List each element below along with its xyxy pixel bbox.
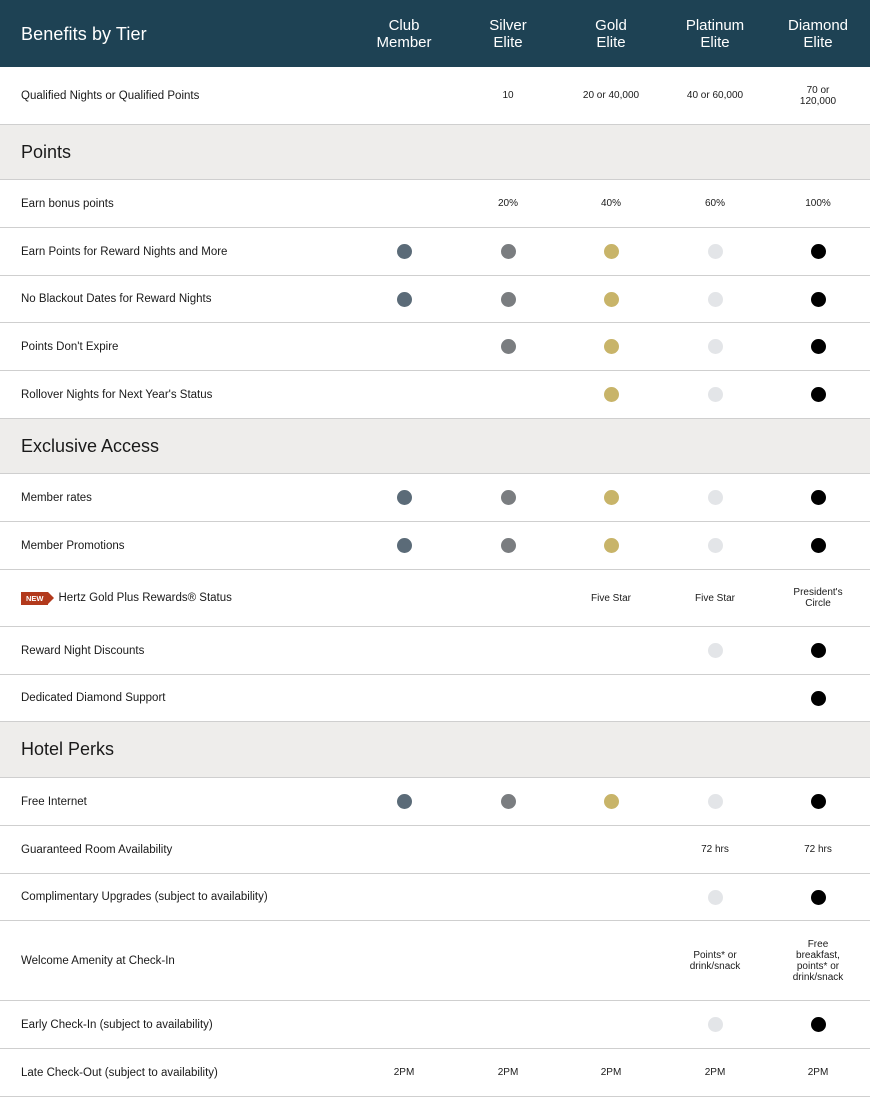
benefit-included-dot-icon	[708, 890, 723, 905]
cell-diamond-elite	[766, 874, 870, 920]
new-badge: NEW	[21, 592, 48, 605]
cell-diamond-elite	[766, 371, 870, 418]
column-header-gold-elite: Gold Elite	[595, 17, 627, 51]
cell-gold-elite	[559, 371, 663, 418]
benefit-included-dot-icon	[708, 387, 723, 402]
benefit-included-dot-icon	[708, 794, 723, 809]
cell-gold-elite	[559, 921, 663, 1000]
benefit-row	[0, 522, 870, 570]
cell-value: 40 or 60,000	[686, 90, 744, 101]
benefit-included-dot-icon	[604, 794, 619, 809]
benefit-label	[21, 228, 227, 275]
cell-silver-elite	[456, 826, 560, 873]
cell-diamond-elite	[766, 570, 870, 626]
cell-value: Free breakfast, points* or drink/snack	[792, 938, 844, 983]
benefit-row	[0, 826, 870, 874]
cell-diamond-elite	[766, 276, 870, 322]
benefit-included-dot-icon	[397, 244, 412, 259]
cell-platinum-elite	[663, 826, 767, 873]
cell-club-member	[352, 570, 456, 626]
cell-gold-elite	[559, 778, 663, 825]
benefit-included-dot-icon	[811, 387, 826, 402]
cell-gold-elite	[559, 1049, 663, 1096]
benefit-row	[0, 874, 870, 921]
benefit-included-dot-icon	[708, 244, 723, 259]
cell-platinum-elite	[663, 675, 767, 721]
benefit-label	[21, 323, 118, 370]
cell-silver-elite	[456, 474, 560, 521]
cell-silver-elite	[456, 228, 560, 275]
label-text: No Blackout Dates for Reward Nights	[21, 293, 212, 305]
cell-value: 20 or 40,000	[582, 90, 640, 101]
benefit-included-dot-icon	[397, 490, 412, 505]
benefit-row	[0, 627, 870, 675]
cell-club-member	[352, 778, 456, 825]
label-text: Qualified Nights or Qualified Points	[21, 89, 200, 102]
label-text: Reward Night Discounts	[21, 644, 145, 657]
cell-platinum-elite	[663, 874, 767, 920]
benefit-included-dot-icon	[811, 691, 826, 706]
cell-gold-elite	[559, 323, 663, 370]
benefit-included-dot-icon	[708, 339, 723, 354]
benefit-included-dot-icon	[811, 890, 826, 905]
benefit-included-dot-icon	[604, 538, 619, 553]
cell-club-member	[352, 522, 456, 569]
column-header-silver-elite: Silver Elite	[489, 17, 527, 51]
label-text: Hertz Gold Plus Rewards® Status	[58, 592, 232, 604]
benefit-included-dot-icon	[604, 339, 619, 354]
benefit-included-dot-icon	[397, 538, 412, 553]
benefit-included-dot-icon	[397, 292, 412, 307]
cell-diamond-elite	[766, 474, 870, 521]
cell-platinum-elite	[663, 778, 767, 825]
column-header-club-member: Club Member	[376, 17, 432, 51]
cell-diamond-elite	[766, 67, 870, 124]
benefit-row	[0, 276, 870, 323]
benefit-included-dot-icon	[811, 339, 826, 354]
section-header-row	[0, 419, 870, 474]
cell-diamond-elite	[766, 1001, 870, 1048]
section-title	[21, 419, 159, 473]
cell-silver-elite	[456, 874, 560, 920]
cell-club-member	[352, 826, 456, 873]
cell-diamond-elite	[766, 778, 870, 825]
cell-platinum-elite	[663, 371, 767, 418]
tier-header	[0, 0, 870, 67]
cell-club-member	[352, 228, 456, 275]
cell-silver-elite	[456, 570, 560, 626]
label-text: Points Don't Expire	[21, 340, 119, 353]
cell-value: 40%	[600, 198, 621, 209]
benefit-included-dot-icon	[811, 490, 826, 505]
cell-silver-elite	[456, 323, 560, 370]
label-text: Member rates	[21, 491, 92, 504]
label-text: Points	[21, 141, 72, 162]
benefit-included-dot-icon	[811, 538, 826, 553]
cell-diamond-elite	[766, 675, 870, 721]
cell-diamond-elite	[766, 627, 870, 674]
cell-silver-elite	[456, 627, 560, 674]
cell-platinum-elite	[663, 1049, 767, 1096]
cell-gold-elite	[559, 522, 663, 569]
label-text: Earn Points for Reward Nights and More	[21, 245, 228, 258]
cell-platinum-elite	[663, 180, 767, 227]
cell-gold-elite	[559, 1001, 663, 1048]
benefit-included-dot-icon	[811, 643, 826, 658]
benefit-label	[21, 874, 268, 920]
cell-gold-elite	[559, 826, 663, 873]
cell-platinum-elite	[663, 627, 767, 674]
benefit-row	[0, 228, 870, 276]
cell-silver-elite	[456, 1001, 560, 1048]
cell-value: 72 hrs	[701, 844, 729, 855]
benefit-row	[0, 474, 870, 522]
cell-value: 2PM	[393, 1067, 415, 1078]
cell-value: 2PM	[704, 1067, 726, 1078]
cell-value: 60%	[704, 198, 725, 209]
cell-club-member	[352, 276, 456, 322]
label-text: Free Internet	[21, 795, 87, 808]
benefit-label	[21, 1001, 213, 1048]
benefit-row	[0, 778, 870, 826]
cell-silver-elite	[456, 921, 560, 1000]
benefit-label	[21, 627, 144, 674]
label-text: Exclusive Access	[21, 435, 160, 456]
cell-gold-elite	[559, 627, 663, 674]
benefit-included-dot-icon	[501, 490, 516, 505]
section-title	[21, 722, 114, 777]
label-text: Early Check-In (subject to availability)	[21, 1018, 213, 1031]
benefit-row	[0, 323, 870, 371]
cell-value: 2PM	[497, 1067, 519, 1078]
benefit-included-dot-icon	[811, 244, 826, 259]
cell-gold-elite	[559, 67, 663, 124]
column-header-diamond-elite: Diamond Elite	[787, 17, 849, 51]
cell-club-member	[352, 474, 456, 521]
cell-value: 2PM	[600, 1067, 622, 1078]
cell-platinum-elite	[663, 67, 767, 124]
cell-club-member	[352, 1001, 456, 1048]
benefit-included-dot-icon	[811, 794, 826, 809]
benefit-label	[21, 778, 87, 825]
benefit-included-dot-icon	[708, 1017, 723, 1032]
benefit-included-dot-icon	[397, 794, 412, 809]
cell-silver-elite	[456, 276, 560, 322]
cell-diamond-elite	[766, 180, 870, 227]
section-header-row	[0, 125, 870, 180]
cell-diamond-elite	[766, 921, 870, 1000]
benefit-label	[21, 371, 212, 418]
cell-value: 72 hrs	[804, 844, 832, 855]
cell-platinum-elite	[663, 228, 767, 275]
cell-platinum-elite	[663, 1001, 767, 1048]
cell-value: Five Star	[694, 592, 735, 604]
benefit-included-dot-icon	[501, 292, 516, 307]
benefit-label	[21, 921, 175, 1000]
cell-value: Five Star	[590, 592, 631, 604]
cell-silver-elite	[456, 675, 560, 721]
cell-diamond-elite	[766, 228, 870, 275]
label-text: Dedicated Diamond Support	[21, 692, 166, 704]
cell-gold-elite	[559, 874, 663, 920]
benefit-included-dot-icon	[708, 643, 723, 658]
benefit-included-dot-icon	[501, 538, 516, 553]
benefit-row	[0, 67, 870, 125]
cell-club-member	[352, 67, 456, 124]
benefit-label	[21, 570, 232, 626]
cell-silver-elite	[456, 371, 560, 418]
cell-diamond-elite	[766, 1049, 870, 1096]
benefit-included-dot-icon	[708, 292, 723, 307]
label-text: Complimentary Upgrades (subject to availability)	[21, 891, 268, 903]
benefit-included-dot-icon	[604, 292, 619, 307]
cell-platinum-elite	[663, 276, 767, 322]
section-header-row	[0, 722, 870, 778]
cell-club-member	[352, 921, 456, 1000]
cell-value: 100%	[805, 198, 831, 209]
benefit-label	[21, 276, 211, 322]
cell-gold-elite	[559, 474, 663, 521]
benefit-label	[21, 67, 199, 124]
cell-club-member	[352, 627, 456, 674]
benefit-included-dot-icon	[708, 538, 723, 553]
benefit-included-dot-icon	[604, 244, 619, 259]
cell-gold-elite	[559, 180, 663, 227]
benefit-label	[21, 826, 172, 873]
label-text: Guaranteed Room Availability	[21, 843, 173, 856]
benefit-included-dot-icon	[604, 387, 619, 402]
cell-silver-elite	[456, 180, 560, 227]
benefit-row	[0, 675, 870, 722]
cell-diamond-elite	[766, 826, 870, 873]
cell-value: 70 or 120,000	[799, 84, 837, 107]
benefit-row	[0, 180, 870, 228]
benefit-included-dot-icon	[501, 794, 516, 809]
cell-value: Points* or drink/snack	[689, 949, 741, 972]
cell-club-member	[352, 323, 456, 370]
cell-value: 10	[502, 90, 514, 101]
benefit-row	[0, 921, 870, 1001]
cell-club-member	[352, 1049, 456, 1096]
cell-value: 2PM	[807, 1067, 829, 1078]
section-title	[21, 125, 71, 179]
benefit-row	[0, 570, 870, 627]
benefit-included-dot-icon	[708, 490, 723, 505]
label-text: Hotel Perks	[21, 739, 115, 759]
benefit-included-dot-icon	[811, 1017, 826, 1032]
cell-club-member	[352, 675, 456, 721]
cell-silver-elite	[456, 1049, 560, 1096]
cell-silver-elite	[456, 778, 560, 825]
cell-gold-elite	[559, 570, 663, 626]
cell-silver-elite	[456, 67, 560, 124]
cell-silver-elite	[456, 522, 560, 569]
cell-platinum-elite	[663, 474, 767, 521]
cell-diamond-elite	[766, 522, 870, 569]
cell-gold-elite	[559, 276, 663, 322]
cell-platinum-elite	[663, 323, 767, 370]
cell-gold-elite	[559, 228, 663, 275]
cell-platinum-elite	[663, 570, 767, 626]
benefit-row	[0, 1049, 870, 1097]
benefit-label	[21, 522, 125, 569]
cell-platinum-elite	[663, 522, 767, 569]
benefit-row	[0, 371, 870, 419]
cell-club-member	[352, 180, 456, 227]
cell-diamond-elite	[766, 323, 870, 370]
cell-gold-elite	[559, 675, 663, 721]
benefit-label	[21, 675, 165, 721]
column-header-platinum-elite: Platinum Elite	[685, 17, 745, 51]
benefit-included-dot-icon	[501, 339, 516, 354]
benefit-included-dot-icon	[811, 292, 826, 307]
cell-value: 20%	[497, 198, 518, 209]
label-text: Member Promotions	[21, 539, 125, 552]
label-text: Earn bonus points	[21, 197, 114, 210]
benefit-row	[0, 1001, 870, 1049]
label-text: Rollover Nights for Next Year's Status	[21, 388, 213, 401]
cell-platinum-elite	[663, 921, 767, 1000]
label-text: Late Check-Out (subject to availability)	[21, 1066, 218, 1079]
label-text: Welcome Amenity at Check-In	[21, 954, 175, 967]
benefit-included-dot-icon	[604, 490, 619, 505]
cell-club-member	[352, 371, 456, 418]
cell-club-member	[352, 874, 456, 920]
benefit-label	[21, 180, 114, 227]
benefit-label	[21, 474, 92, 521]
benefit-label	[21, 1049, 218, 1096]
page-title: Benefits by Tier	[21, 24, 147, 44]
cell-value: President's Circle	[793, 587, 843, 609]
benefit-included-dot-icon	[501, 244, 516, 259]
